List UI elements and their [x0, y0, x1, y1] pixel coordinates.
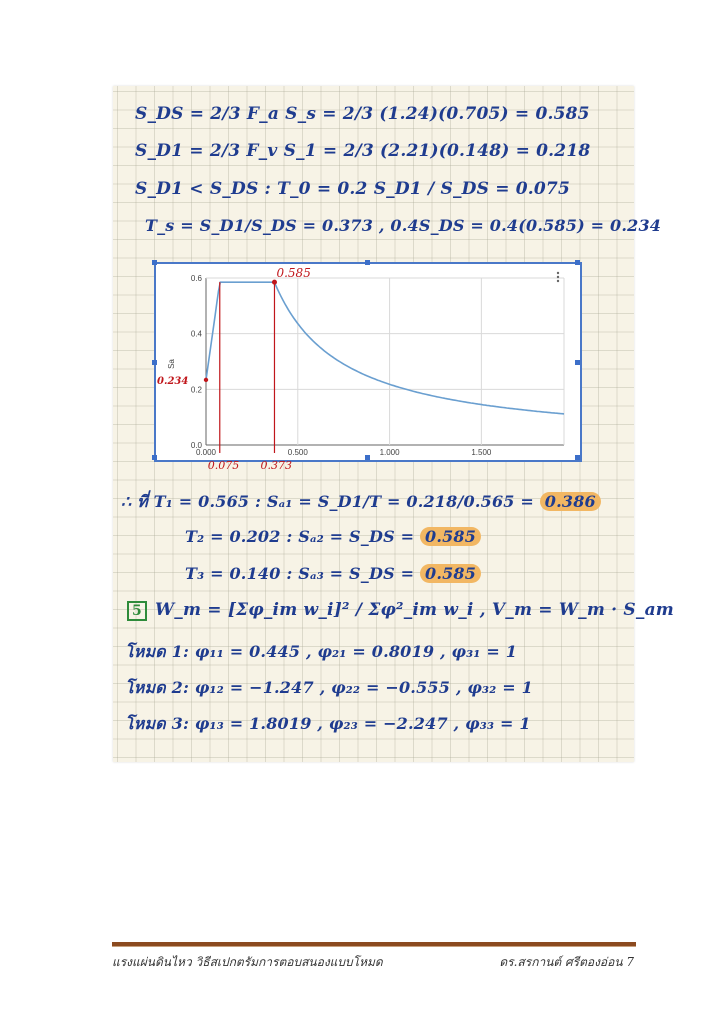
sd1-equation: S_D1 = 2/3 F_v S_1 = 2/3 (2.21)(0.148) = 0.218	[135, 141, 591, 161]
modal-weight-formula	[127, 600, 674, 621]
resize-handle-br[interactable]	[575, 455, 580, 460]
mode2-sa-text: T₂ = 0.202 : Sₐ₂ = S_DS =	[185, 527, 420, 546]
mode3-sa-text: T₃ = 0.140 : Sₐ₃ = S_DS =	[185, 564, 420, 583]
x-tick-label: 1.000	[379, 448, 400, 457]
mode3-shape: โหมด 3: φ₁₃ = 1.8019 , φ₂₃ = −2.247 , φ₃₃ = 1	[125, 714, 531, 733]
y-tick-label: 0.2	[190, 385, 202, 395]
mode2-shape: โหมด 2: φ₁₂ = −1.247 , φ₂₂ = −0.555 , φ₃₂ = 1	[125, 678, 533, 697]
ts-annotation: 0.373	[260, 459, 292, 472]
footer-rule-thin	[112, 946, 636, 947]
resize-handle-mr[interactable]	[575, 360, 580, 365]
mode1-sa-line	[121, 490, 601, 515]
mode2-sa-line	[185, 527, 481, 546]
x-tick-label: 0.500	[287, 448, 308, 457]
mode3-sa-value: 0.585	[420, 564, 481, 583]
resize-handle-bl[interactable]	[152, 455, 157, 460]
chart-svg	[156, 264, 580, 472]
item-number-box: 5	[127, 601, 147, 621]
x-tick-label: 0.000	[195, 448, 217, 457]
resize-handle-ml[interactable]	[152, 360, 157, 365]
modal-weight-text: W_m = [Σφ_im w_i]² / Σφ²_im w_i , V_m = W_m · S_am	[154, 600, 674, 620]
peak-annotation: 0.585	[276, 266, 311, 281]
ts-equation: T_s = S_D1/S_DS = 0.373 , 0.4S_DS = 0.4(0.585) = 0.234	[145, 216, 662, 235]
t0-annotation: 0.075	[207, 459, 240, 472]
menu-dot	[557, 276, 559, 278]
peak-point	[272, 280, 277, 285]
y-tick-label: 0.4	[190, 329, 202, 339]
resize-handle-tc[interactable]	[365, 260, 370, 265]
y-tick-label: 0.0	[190, 441, 202, 450]
spectrum-line	[206, 282, 564, 414]
resize-handle-tr[interactable]	[575, 260, 580, 265]
start-annotation: 0.234	[157, 375, 189, 387]
resize-handle-tl[interactable]	[152, 260, 157, 265]
mode3-sa-line	[185, 564, 481, 583]
y-tick-label: 0.6	[190, 274, 202, 283]
t0-equation: S_D1 < S_DS : T_0 = 0.2 S_D1 / S_DS = 0.075	[135, 179, 570, 199]
footer-author-page: ดร.สรกานต์ ศรีตองอ่อน 7	[499, 955, 634, 969]
menu-dot	[557, 280, 559, 282]
resize-handle-bc[interactable]	[365, 455, 370, 460]
footer-title: แรงแผ่นดินไหว วิธีสเปกตรัมการตอบสนองแบบโหมด	[112, 955, 383, 969]
mode1-sa-value: 0.386	[540, 492, 601, 511]
response-spectrum-chart	[154, 262, 582, 472]
y-axis-label: Sa	[167, 359, 176, 369]
sds-equation: S_DS = 2/3 F_a S_s = 2/3 (1.24)(0.705) = 0.585	[135, 104, 590, 124]
mode2-sa-value: 0.585	[420, 527, 481, 546]
mode1-sa-text: ∴ ที่ T₁ = 0.565 : Sₐ₁ = S_D1/T = 0.218/0.565 =	[121, 492, 540, 511]
menu-dot	[557, 272, 559, 274]
start-point	[204, 378, 208, 382]
handwritten-note-page	[113, 86, 674, 762]
mode1-shape: โหมด 1: φ₁₁ = 0.445 , φ₂₁ = 0.8019 , φ₃₁ = 1	[125, 642, 518, 661]
x-tick-label: 1.500	[471, 448, 492, 457]
